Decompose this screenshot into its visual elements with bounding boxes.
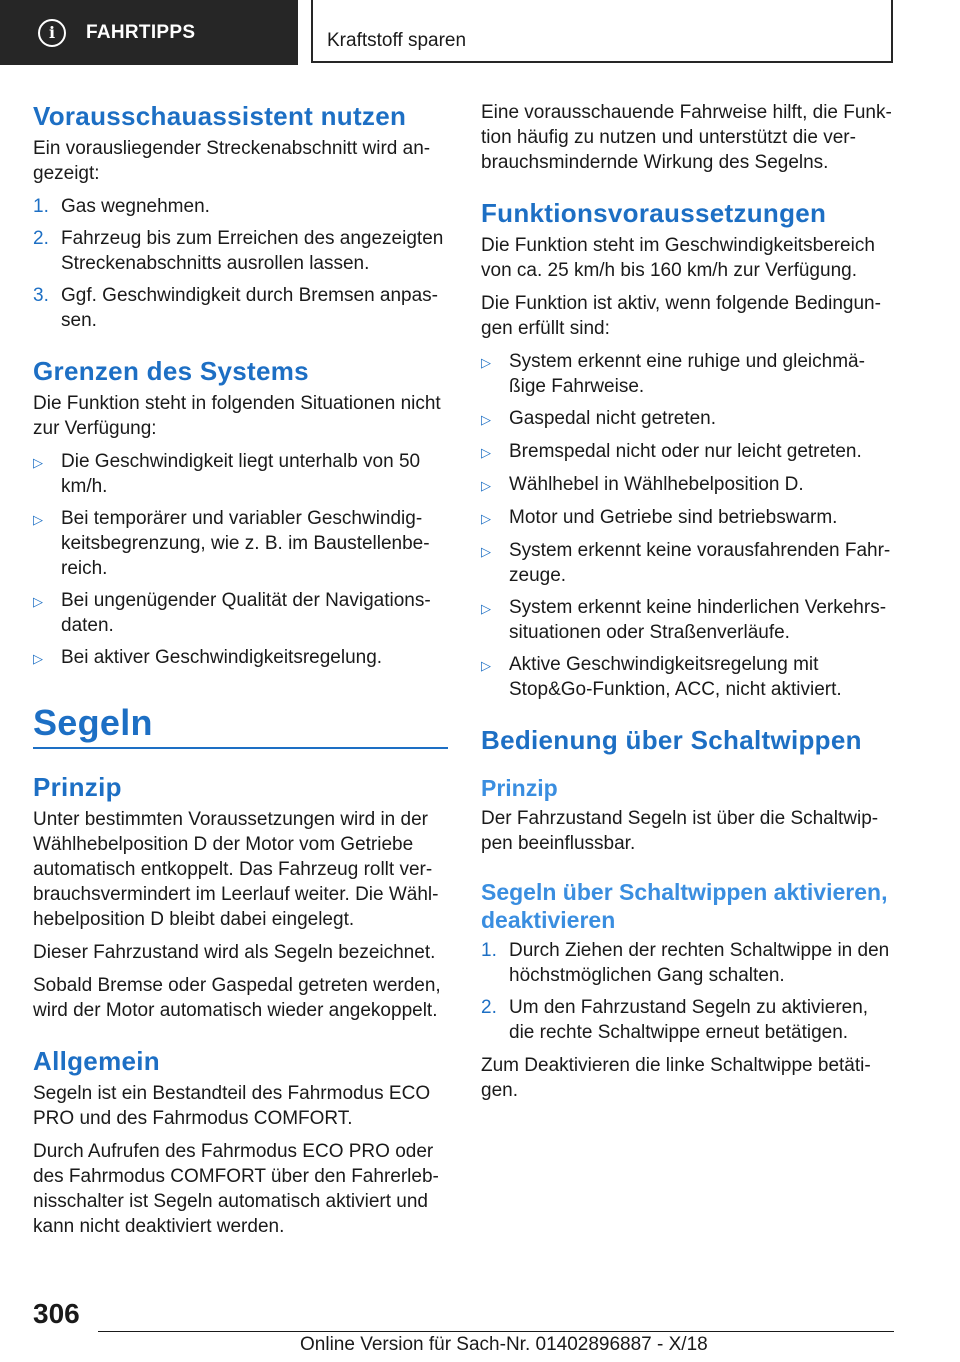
step-number: 1. [481,940,497,961]
step-number: 3. [33,285,49,306]
bullet-list [481,349,897,702]
list-item [481,472,897,498]
bullet-text: Aktive Geschwindigkeitsregelung mit Stop&Go-Funktion, ACC, nicht aktiviert. [509,654,842,700]
step-number: 1. [33,196,49,217]
list-item [33,449,448,499]
list-item [481,349,897,399]
section-header [311,0,893,63]
bullet-text: Bei temporärer und variabler Geschwindig-keitsbegrenzung, wie z. B. im Baustellenbe-reich. [61,508,430,579]
paragraph: Eine vorausschauende Fahrweise hilft, die Funk-tion häufig zu nutzen und unterstützt die ver-brauchsmindernde Wirkung des Segelns. [481,102,892,173]
list-item [33,588,448,638]
page-number: 306 [33,1298,80,1329]
list-item [481,439,897,465]
heading-bedienung: Bedienung über Schaltwippen [481,725,862,755]
paragraph: Zum Deaktivieren die linke Schaltwippe betäti-gen. [481,1055,871,1101]
list-item [481,938,897,988]
list-item [33,283,448,333]
triangle-bullet-icon: ▷ [33,512,43,527]
triangle-bullet-icon: ▷ [33,651,43,666]
triangle-bullet-icon: ▷ [481,601,491,616]
step-text: Ggf. Geschwindigkeit durch Bremsen anpas-sen. [61,285,439,331]
list-item [33,506,448,581]
triangle-bullet-icon: ▷ [481,478,491,493]
triangle-bullet-icon: ▷ [481,658,491,673]
heading-segeln: Segeln [33,702,153,743]
triangle-bullet-icon: ▷ [33,455,43,470]
triangle-bullet-icon: ▷ [33,594,43,609]
bullet-list [33,449,448,671]
heading-vorausschauassistent: Vorausschauassistent nutzen [33,101,407,131]
bullet-text: System erkennt eine ruhige und gleichmä-ßige Fahrweise. [509,351,865,397]
bullet-text: Gaspedal nicht getreten. [509,408,717,429]
paragraph: Dieser Fahrzustand wird als Segeln bezeichnet. [33,942,436,963]
numbered-list [481,938,897,1045]
footer-online-version: Online Version für Sach-Nr. 01402896887 - X/18 [300,1334,708,1355]
heading-allgemein: Allgemein [33,1046,160,1076]
paragraph: Segeln ist ein Bestandteil des Fahrmodus ECO PRO und des Fahrmodus COMFORT. [33,1083,431,1129]
bullet-text: Bei aktiver Geschwindigkeitsregelung. [61,647,383,668]
bullet-text: Wählhebel in Wählhebelposition D. [509,474,804,495]
step-number: 2. [33,228,49,249]
chapter-label: FAHRTIPPS [86,21,196,43]
step-text: Durch Ziehen der rechten Schaltwippe in den höchstmöglichen Gang schalten. [509,940,890,986]
step-number: 2. [481,997,497,1018]
heading-prinzip: Prinzip [33,772,122,802]
list-item [33,226,448,276]
paragraph: Die Funktion steht in folgenden Situationen nicht zur Verfügung: [33,393,441,439]
heading-prinzip: Prinzip [481,775,558,801]
paragraph: Sobald Bremse oder Gaspedal getreten werden, wird der Motor automatisch wieder angekoppelt. [33,975,441,1021]
paragraph: Die Funktion ist aktiv, wenn folgende Bedingun-gen erfüllt sind: [481,293,881,339]
section-title: Kraftstoff sparen [327,30,467,51]
list-item [33,645,448,671]
left-column [33,100,448,1247]
list-item [481,538,897,588]
paragraph: Durch Aufrufen des Fahrmodus ECO PRO oder des Fahrmodus COMFORT über den Fahrerleb-nisschalter ist Segeln automatisch aktiviert und kann nicht deaktiviert werden. [33,1141,439,1237]
bullet-text: Die Geschwindigkeit liegt unterhalb von 50 km/h. [61,451,421,497]
triangle-bullet-icon: ▷ [481,445,491,460]
paragraph: Der Fahrzustand Segeln ist über die Schaltwip-pen beeinflussbar. [481,808,879,854]
paragraph: Unter bestimmten Voraussetzungen wird in der Wählhebelposition D der Motor vom Getriebe automatisch entkoppelt. Das Fahrzeug rollt ver-brauchsvermindert im Leerlauf weiter. Die Wähl-hebelposition D bleibt dabei eingelegt. [33,809,439,930]
heading-funktionsvoraussetzungen: Funktionsvoraussetzungen [481,198,827,228]
chapter-tab [0,0,298,65]
list-item [481,995,897,1045]
bullet-text: System erkennt keine hinderlichen Verkehrs-situationen oder Straßenverläufe. [509,597,887,643]
bullet-text: Bremspedal nicht oder nur leicht getreten. [509,441,862,462]
list-item [481,652,897,702]
step-text: Um den Fahrzustand Segeln zu aktivieren, die rechte Schaltwippe erneut betätigen. [509,997,869,1043]
step-text: Gas wegnehmen. [61,196,210,217]
list-item [33,194,448,219]
triangle-bullet-icon: ▷ [481,544,491,559]
paragraph: Ein vorausliegender Streckenabschnitt wird an-gezeigt: [33,138,431,184]
bullet-text: Bei ungenügender Qualität der Navigations-daten. [61,590,431,636]
bullet-text: Motor und Getriebe sind betriebswarm. [509,507,838,528]
section-divider [33,747,448,749]
list-item [481,505,897,531]
triangle-bullet-icon: ▷ [481,412,491,427]
right-column [481,100,897,1111]
triangle-bullet-icon: ▷ [481,355,491,370]
heading-grenzen: Grenzen des Systems [33,356,309,386]
info-icon: i [38,19,66,47]
paragraph: Die Funktion steht im Geschwindigkeitsbereich von ca. 25 km/h bis 160 km/h zur Verfügung. [481,235,875,281]
list-item [481,595,897,645]
footer-divider [98,1331,894,1332]
bullet-text: System erkennt keine vorausfahrenden Fahr-zeuge. [509,540,891,586]
step-text: Fahrzeug bis zum Erreichen des angezeigten Streckenabschnitts ausrollen lassen. [61,228,444,274]
heading-aktivieren: Segeln über Schaltwippen aktivieren, deaktivieren [481,879,888,933]
numbered-list [33,194,448,333]
list-item [481,406,897,432]
triangle-bullet-icon: ▷ [481,511,491,526]
